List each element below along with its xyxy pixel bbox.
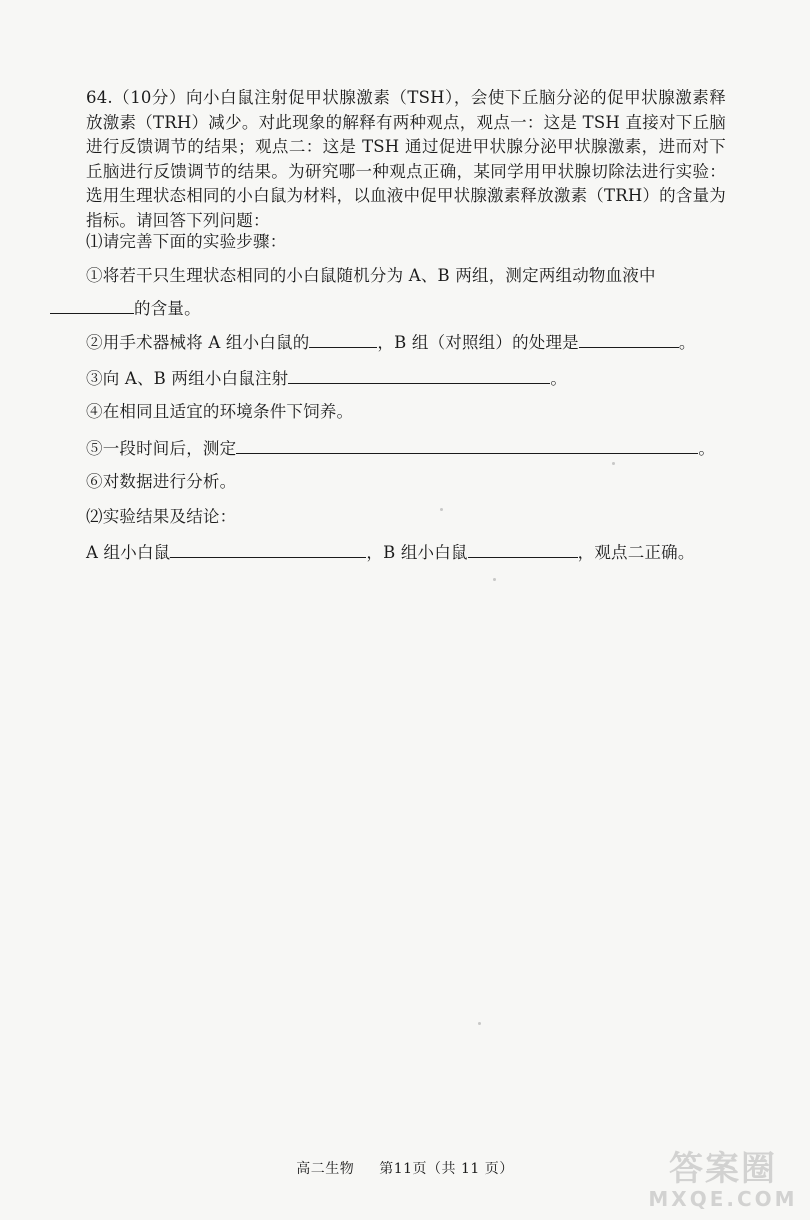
result-text-c: ，观点二正确。 <box>577 543 695 562</box>
part1-heading: ⑴请完善下面的实验步骤： <box>86 232 287 251</box>
question-points: （10分） <box>112 88 186 107</box>
step3-text-a: ③向 A、B 两组小白鼠注射 <box>86 369 289 388</box>
step3-text <box>86 366 567 391</box>
scan-speck <box>612 462 615 465</box>
step5-text-b: 。 <box>698 439 716 458</box>
step2-text <box>86 330 696 355</box>
result-text-a: A 组小白鼠 <box>86 543 171 562</box>
step1-text <box>86 264 656 288</box>
watermark-top-text: 答案圈 <box>669 1149 777 1189</box>
watermark-logo <box>648 1150 798 1214</box>
part2-heading: ⑵实验结果及结论： <box>86 507 237 526</box>
result-blank-a[interactable] <box>170 540 366 558</box>
step6-text: ⑥对数据进行分析。 <box>86 472 237 491</box>
step1-blank[interactable] <box>50 296 134 314</box>
footer-subject: 高二生物 <box>296 1161 355 1177</box>
question-body: 向小白鼠注射促甲状腺激素（TSH），会使下丘脑分泌的促甲状腺激素释放激素（TRH）减少。对此现象的解释有两种观点，观点一：这是 TSH 直接对下丘脑进行反馈调节的结果；观点二：这是 TSH 通过促进甲状腺分泌甲状腺激素，进而对下丘脑进行反馈调节的结果。为研究哪一种观点正确，某同学用甲状腺切除法进行实验：选用生理状态相同的小白鼠为材料，以血液中促甲状腺激素释放激素（TRH）的含量为指标。请回答下列问题： <box>86 88 726 230</box>
scan-speck <box>478 1022 481 1025</box>
step4-text: ④在相同且适宜的环境条件下饲养。 <box>86 402 354 421</box>
step5-blank[interactable] <box>236 436 698 454</box>
step1-continuation <box>50 296 201 321</box>
step1-text-a: ①将若干只生理状态相同的小白鼠随机分为 A、B 两组，测定两组动物血液中 <box>86 266 656 285</box>
step2-blank-a[interactable] <box>309 330 377 348</box>
question-stem <box>86 86 726 233</box>
step2-blank-b[interactable] <box>579 330 679 348</box>
result-blank-b[interactable] <box>468 540 578 558</box>
step3-blank[interactable] <box>288 366 550 384</box>
result-text-b: ，B 组小白鼠 <box>366 543 468 562</box>
step1-text-b: 的含量。 <box>134 299 201 318</box>
result-text <box>86 540 695 565</box>
step3-text-b: 。 <box>550 369 568 388</box>
watermark-bottom-text: MXQE.COM <box>648 1187 798 1211</box>
step2-text-c: 。 <box>678 333 696 352</box>
step5-text <box>86 436 715 461</box>
scan-speck <box>493 578 496 581</box>
scan-speck <box>440 508 443 511</box>
question-number: 64. <box>86 88 113 107</box>
step5-text-a: ⑤一段时间后，测定 <box>86 439 237 458</box>
step2-text-b: ，B 组（对照组）的处理是 <box>377 333 579 352</box>
step2-text-a: ②用手术器械将 A 组小白鼠的 <box>86 333 310 352</box>
footer-page-number: 第11页（共 11 页） <box>379 1161 514 1177</box>
